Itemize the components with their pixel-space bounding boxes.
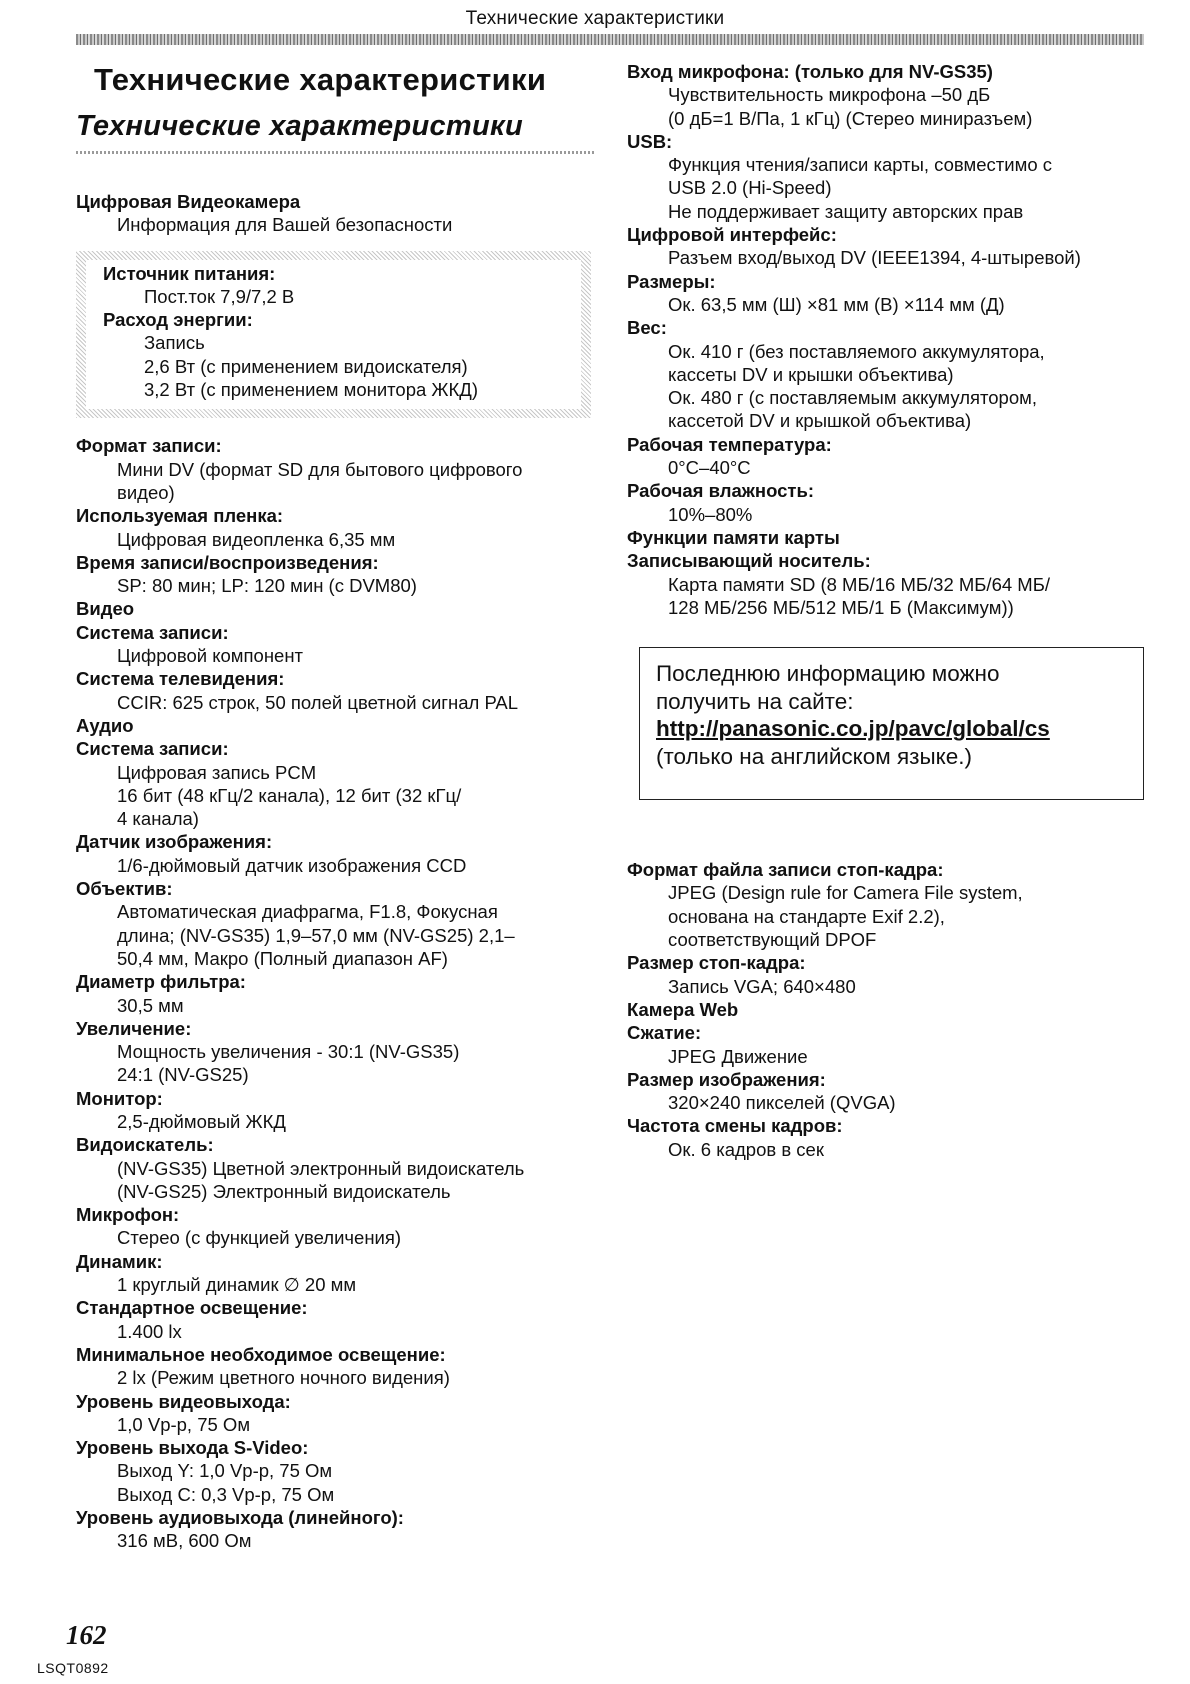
spec-value: 30,5 мм <box>117 994 184 1016</box>
spec-value: Автоматическая диафрагма, F1.8, Фокусная <box>117 901 498 923</box>
spec-value: Функция чтения/записи карты, совместимо с <box>668 154 1053 176</box>
spec-value: длина; (NV-GS35) 1,9–57,0 мм (NV-GS25) 2,1– <box>117 924 515 946</box>
safety-spec-list <box>86 260 581 410</box>
spec-value: 1,0 Vp-p, 75 Ом <box>117 1413 251 1435</box>
spec-value: CCIR: 625 строк, 50 полей цветной сигнал PAL <box>117 691 519 713</box>
spec-value: 316 мВ, 600 Ом <box>117 1530 252 1552</box>
spec-value: 320×240 пикселей (QVGA) <box>668 1092 896 1114</box>
notice-url-link[interactable]: http://panasonic.co.jp/pavc/global/cs <box>656 716 1050 742</box>
spec-value: 24:1 (NV-GS25) <box>117 1064 249 1086</box>
spec-value: 1 круглый динамик ∅ 20 мм <box>117 1274 357 1296</box>
notice-line-2: получить на сайте: <box>656 688 854 714</box>
spec-term: Датчик изображения: <box>76 831 273 853</box>
spec-term: Вход микрофона: (только для NV-GS35) <box>627 61 993 82</box>
spec-value: Цифровой компонент <box>117 645 304 667</box>
spec-term: Система телевидения: <box>76 668 285 690</box>
spec-value: Выход Y: 1,0 Vp-p, 75 Ом <box>117 1460 333 1482</box>
spec-term: Видео <box>76 598 135 620</box>
spec-value: (NV-GS35) Цветной электронный видоискатель <box>117 1157 525 1179</box>
spec-term: Уровень аудиовыхода (линейного): <box>76 1507 404 1529</box>
spec-value: 10%–80% <box>668 503 753 525</box>
spec-term: Размер стоп-кадра: <box>627 952 806 974</box>
right-spec-list-top <box>627 60 1147 619</box>
spec-value: основана на стандарте Exif 2.2), <box>668 905 945 927</box>
spec-term: Размер изображения: <box>627 1068 826 1090</box>
title-divider <box>76 151 596 154</box>
spec-term: Частота смены кадров: <box>627 1115 843 1137</box>
spec-term: Уровень видеовыхода: <box>76 1390 291 1412</box>
spec-term: Время записи/воспроизведения: <box>76 551 379 573</box>
spec-term: Аудио <box>76 714 134 736</box>
spec-value: Не поддерживает защиту авторских прав <box>668 200 1024 222</box>
spec-term: Стандартное освещение: <box>76 1297 308 1319</box>
product-heading: Цифровая Видеокамера <box>76 191 301 212</box>
spec-term: Используемая пленка: <box>76 505 284 527</box>
document-code: LSQT0892 <box>37 1660 109 1676</box>
spec-term: Функции памяти карты <box>627 526 840 548</box>
spec-value: 16 бит (48 кГц/2 канала), 12 бит (32 кГц/ <box>117 784 462 806</box>
spec-term: Система записи: <box>76 738 229 760</box>
spec-value: Ок. 480 г (с поставляемым аккумулятором, <box>668 387 1037 409</box>
spec-value: 1.400 lx <box>117 1320 182 1342</box>
spec-term: Вес: <box>627 317 667 339</box>
left-spec-list <box>76 434 596 1552</box>
spec-value: (0 дБ=1 В/Па, 1 кГц) (Стерео миниразъем) <box>668 107 1033 129</box>
spec-term: Монитор: <box>76 1087 163 1109</box>
spec-term: Видоискатель: <box>76 1134 214 1156</box>
spec-term: Система записи: <box>76 621 229 643</box>
spec-term: Размеры: <box>627 270 716 292</box>
spec-value: Мини DV (формат SD для бытового цифрового <box>117 458 523 480</box>
left-column <box>76 60 596 1553</box>
spec-value: Карта памяти SD (8 МБ/16 МБ/32 МБ/64 МБ/ <box>668 573 1050 595</box>
spec-value: JPEG Движение <box>668 1045 808 1067</box>
safety-info-text: Информация для Вашей безопасности <box>117 214 453 236</box>
spec-value: Стерео (с функцией увеличения) <box>117 1227 402 1249</box>
spec-term: Минимальное необходимое освещение: <box>76 1343 446 1365</box>
spec-value: кассеты DV и крышки объектива) <box>668 363 954 385</box>
spec-term: Уровень выхода S-Video: <box>76 1437 309 1459</box>
spec-value: JPEG (Design rule for Camera File system, <box>668 882 1023 904</box>
right-spec-list-bottom <box>627 858 1147 1161</box>
right-column <box>627 60 1147 1161</box>
header-band <box>76 34 1144 45</box>
spec-value: Чувствительность микрофона –50 дБ <box>668 84 991 106</box>
spec-term: Увеличение: <box>76 1017 192 1039</box>
spec-value: соответствующий DPOF <box>668 929 877 951</box>
spec-value: Ок. 6 кадров в сек <box>668 1138 824 1160</box>
notice-box <box>639 647 1144 800</box>
spec-value: 2,5-дюймовый ЖКД <box>117 1110 286 1132</box>
spec-term: Цифровой интерфейс: <box>627 224 837 246</box>
spec-value: кассетой DV и крышкой объектива) <box>668 410 972 432</box>
spec-value: Разъем вход/выход DV (IEEE1394, 4-штыревой) <box>668 247 1081 269</box>
spec-value: 2 lx (Режим цветного ночного видения) <box>117 1367 450 1389</box>
notice-note: (только на английском языке.) <box>656 743 972 769</box>
spec-term: Камера Web <box>627 998 739 1020</box>
page-subtitle: Технические характеристики <box>76 110 524 142</box>
spec-value: SP: 80 мин; LP: 120 мин (с DVM80) <box>117 575 417 597</box>
spec-value: Мощность увеличения - 30:1 (NV-GS35) <box>117 1041 460 1063</box>
spec-value: Запись <box>144 332 205 354</box>
spec-term: Рабочая температура: <box>627 433 832 455</box>
spec-term: Микрофон: <box>76 1204 180 1226</box>
spec-term: Расход энергии: <box>103 309 253 331</box>
page-title: Технические характеристики <box>94 62 547 97</box>
spec-value: 4 канала) <box>117 808 199 830</box>
spec-value: USB 2.0 (Hi-Speed) <box>668 177 832 199</box>
spec-value: Выход C: 0,3 Vp-p, 75 Ом <box>117 1483 335 1505</box>
spec-value: Ок. 63,5 мм (Ш) ×81 мм (В) ×114 мм (Д) <box>668 293 1005 315</box>
spec-term: Сжатие: <box>627 1022 702 1044</box>
spec-term: Записывающий носитель: <box>627 550 871 572</box>
spec-value: Цифровая запись PCM <box>117 761 317 783</box>
spec-value: Цифровая видеопленка 6,35 мм <box>117 528 396 550</box>
spec-term: Формат записи: <box>76 435 222 457</box>
spec-term: Объектив: <box>76 878 173 900</box>
spec-value: 3,2 Вт (с применением монитора ЖКД) <box>144 379 478 401</box>
spec-value: видео) <box>117 481 175 503</box>
spec-term: Формат файла записи стоп-кадра: <box>627 859 944 881</box>
page-number: 162 <box>66 1620 107 1650</box>
spec-term: Источник питания: <box>103 262 276 284</box>
spec-value: Ок. 410 г (без поставляемого аккумулятора, <box>668 340 1045 362</box>
spec-value: Пост.ток 7,9/7,2 В <box>144 285 295 307</box>
spec-term: Диаметр фильтра: <box>76 971 246 993</box>
spec-value: 2,6 Вт (с применением видоискателя) <box>144 355 468 377</box>
spec-term: Рабочая влажность: <box>627 480 815 502</box>
spec-value: (NV-GS25) Электронный видоискатель <box>117 1180 451 1202</box>
safety-box <box>76 251 591 419</box>
spec-value: 1/6-дюймовый датчик изображения CCD <box>117 854 467 876</box>
spec-value: Запись VGA; 640×480 <box>668 975 856 997</box>
spec-value: 50,4 мм, Макро (Полный диапазон AF) <box>117 947 448 969</box>
running-header: Технические характеристики <box>465 8 725 29</box>
spec-value: 0°C–40°C <box>668 457 751 479</box>
spec-term: USB: <box>627 130 673 152</box>
spec-value: 128 МБ/256 МБ/512 МБ/1 Б (Максимум)) <box>668 596 1014 618</box>
notice-line-1: Последнюю информацию можно <box>656 661 1000 687</box>
spec-term: Динамик: <box>76 1250 163 1272</box>
right-spacer <box>627 800 1147 858</box>
